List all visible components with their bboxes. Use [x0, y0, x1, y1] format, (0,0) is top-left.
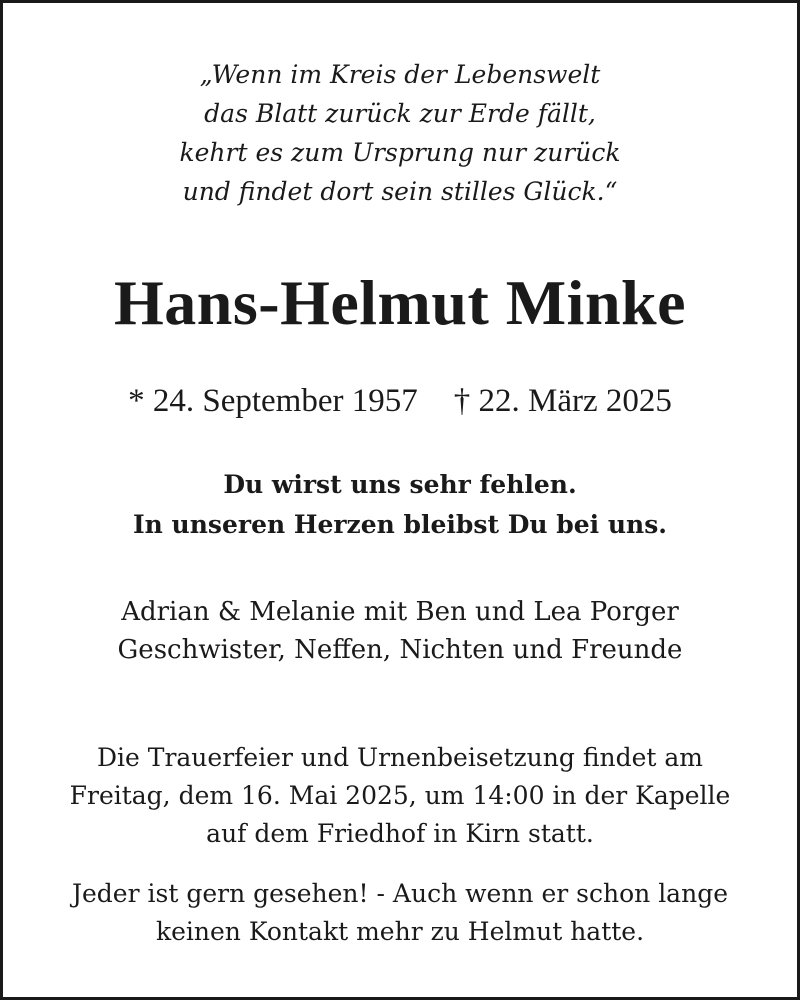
quote-line: kehrt es zum Ursprung nur zurück — [179, 138, 621, 167]
service-line: Freitag, dem 16. Mai 2025, um 14:00 in der Kapelle — [69, 781, 731, 810]
mourners-list — [3, 593, 797, 669]
life-dates — [3, 381, 797, 421]
message-line: In unseren Herzen bleibst Du bei uns. — [132, 510, 667, 539]
mourners-line: Adrian & Melanie mit Ben und Lea Porger — [121, 597, 679, 627]
closing-note — [3, 875, 797, 951]
mourners-line: Geschwister, Neffen, Nichten und Freunde — [117, 635, 683, 665]
death-date: † 22. März 2025 — [453, 383, 672, 419]
service-line: auf dem Friedhof in Kirn statt. — [206, 819, 594, 848]
message-line: Du wirst uns sehr fehlen. — [223, 470, 577, 499]
deceased-name: Hans-Helmut Minke — [113, 267, 687, 338]
poem-quote — [3, 55, 797, 211]
funeral-service-info — [3, 739, 797, 853]
service-line: Die Trauerfeier und Urnenbeisetzung findet am — [96, 743, 704, 772]
quote-line: das Blatt zurück zur Erde fällt, — [204, 99, 596, 128]
note-line: keinen Kontakt mehr zu Helmut hatte. — [155, 917, 645, 946]
quote-line: „Wenn im Kreis der Lebenswelt — [199, 60, 601, 89]
farewell-message — [3, 465, 797, 545]
quote-line: und findet dort sein stilles Glück.“ — [182, 177, 618, 206]
note-line: Jeder ist gern gesehen! - Auch wenn er schon lange — [71, 879, 728, 908]
birth-date: * 24. September 1957 — [128, 383, 418, 419]
